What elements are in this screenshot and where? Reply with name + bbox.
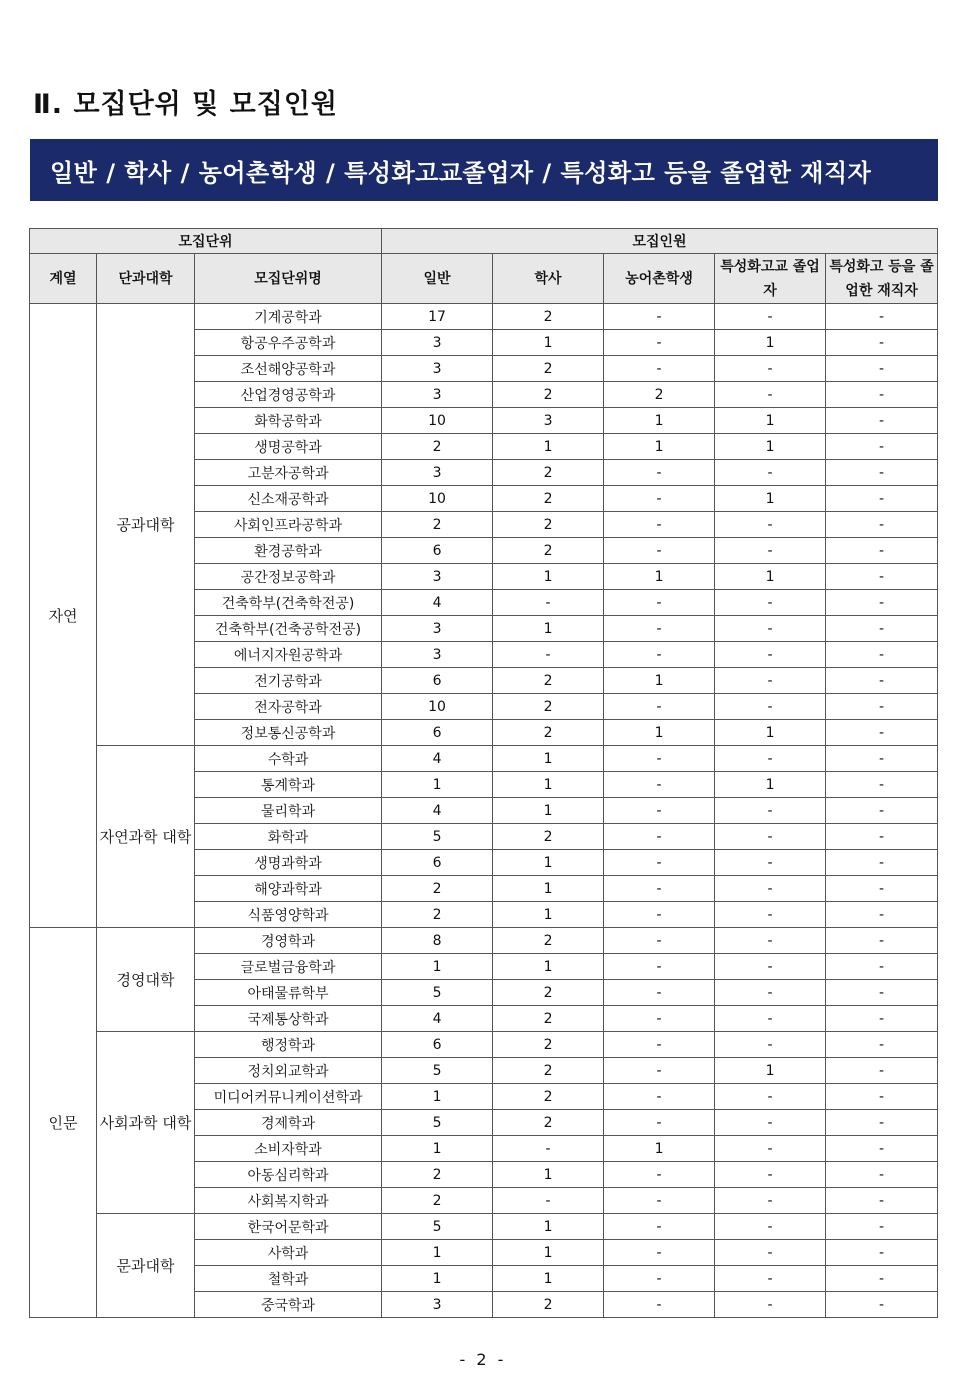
quota-cell: 1 [493,434,604,460]
quota-cell: - [604,1266,715,1292]
quota-cell: 1 [493,876,604,902]
quota-cell: - [604,954,715,980]
quota-cell: - [715,460,826,486]
quota-cell: - [604,746,715,772]
quota-cell: 1 [493,330,604,356]
quota-cell: 2 [493,694,604,720]
department-cell: 식품영양학과 [195,902,382,928]
column-header: 모집단위명 [195,254,382,304]
quota-cell: 10 [382,694,493,720]
quota-cell: - [715,1162,826,1188]
quota-cell: 1 [604,564,715,590]
quota-cell: 1 [604,1136,715,1162]
quota-cell: - [826,1292,938,1318]
quota-cell: - [493,590,604,616]
college-cell: 문과대학 [97,1214,195,1318]
field-cell: 자연 [30,304,97,928]
quota-cell: 3 [382,330,493,356]
quota-cell: - [715,382,826,408]
college-cell: 자연과학 대학 [97,746,195,928]
quota-cell: 1 [493,564,604,590]
quota-cell: - [826,304,938,330]
quota-cell: - [826,720,938,746]
department-cell: 생명공학과 [195,434,382,460]
quota-cell: 4 [382,798,493,824]
quota-cell: 2 [382,876,493,902]
table-body [30,304,938,1318]
quota-cell: 1 [382,1266,493,1292]
quota-cell: 3 [382,356,493,382]
quota-cell: 1 [493,1266,604,1292]
department-cell: 건축학부(건축공학전공) [195,616,382,642]
quota-cell: - [715,902,826,928]
department-cell: 화학공학과 [195,408,382,434]
quota-cell: - [826,408,938,434]
department-cell: 행정학과 [195,1032,382,1058]
quota-cell: - [493,1188,604,1214]
quota-cell: - [715,1188,826,1214]
quota-cell: - [826,850,938,876]
quota-cell: - [715,1240,826,1266]
section-title: Ⅱ. 모집단위 및 모집인원 [33,89,338,120]
quota-cell: - [826,772,938,798]
quota-cell: 1 [493,1240,604,1266]
quota-cell: 3 [382,642,493,668]
quota-cell: - [604,850,715,876]
quota-cell: - [826,954,938,980]
quota-cell: - [826,460,938,486]
department-cell: 정치외교학과 [195,1058,382,1084]
quota-cell: - [826,512,938,538]
quota-cell: 1 [382,954,493,980]
quota-cell: 1 [382,1084,493,1110]
department-cell: 아태물류학부 [195,980,382,1006]
department-cell: 미디어커뮤니케이션학과 [195,1084,382,1110]
quota-cell: - [604,1032,715,1058]
quota-cell: - [715,1084,826,1110]
quota-cell: - [826,824,938,850]
quota-cell: 1 [715,772,826,798]
quota-cell: 1 [493,902,604,928]
quota-cell: 1 [493,954,604,980]
department-cell: 공간정보공학과 [195,564,382,590]
quota-cell: 1 [493,850,604,876]
college-cell: 경영대학 [97,928,195,1032]
quota-cell: 2 [493,980,604,1006]
quota-cell: - [604,824,715,850]
quota-cell: - [604,616,715,642]
quota-cell: - [604,356,715,382]
quota-cell: 1 [604,434,715,460]
department-cell: 사회인프라공학과 [195,512,382,538]
quota-cell: 2 [493,824,604,850]
quota-cell: - [604,642,715,668]
quota-cell: 3 [382,564,493,590]
quota-cell: 2 [493,512,604,538]
quota-cell: 1 [493,798,604,824]
quota-cell: - [826,1136,938,1162]
header-recruitment-quota: 모집인원 [382,229,938,254]
quota-cell: - [826,798,938,824]
quota-cell: 2 [493,1084,604,1110]
table-row [30,746,938,772]
quota-cell: - [826,1032,938,1058]
quota-cell: - [826,876,938,902]
quota-cell: - [715,538,826,564]
quota-cell: - [604,538,715,564]
quota-cell: - [826,1110,938,1136]
quota-cell: 6 [382,1032,493,1058]
quota-cell: - [715,512,826,538]
quota-cell: 2 [493,1006,604,1032]
department-cell: 화학과 [195,824,382,850]
quota-cell: - [715,1292,826,1318]
quota-cell: 2 [493,1292,604,1318]
quota-cell: 1 [604,408,715,434]
quota-cell: - [826,928,938,954]
quota-cell: - [826,616,938,642]
department-cell: 경영학과 [195,928,382,954]
department-cell: 국제통상학과 [195,1006,382,1032]
quota-cell: - [604,512,715,538]
quota-cell: 3 [382,460,493,486]
department-cell: 사회복지학과 [195,1188,382,1214]
quota-cell: 2 [493,356,604,382]
department-cell: 사학과 [195,1240,382,1266]
quota-cell: - [715,1032,826,1058]
quota-cell: 4 [382,590,493,616]
quota-cell: - [715,356,826,382]
quota-cell: 5 [382,1214,493,1240]
quota-cell: 1 [382,772,493,798]
quota-cell: 4 [382,1006,493,1032]
quota-cell: - [493,1136,604,1162]
quota-cell: - [604,1162,715,1188]
header-recruitment-unit: 모집단위 [30,229,382,254]
quota-cell: - [604,798,715,824]
quota-cell: 2 [493,1032,604,1058]
quota-cell: - [715,798,826,824]
quota-cell: - [826,486,938,512]
quota-cell: 1 [715,408,826,434]
column-header: 일반 [382,254,493,304]
quota-cell: - [715,1136,826,1162]
quota-cell: - [604,304,715,330]
department-cell: 항공우주공학과 [195,330,382,356]
quota-cell: - [826,330,938,356]
quota-cell: 2 [493,668,604,694]
quota-cell: - [715,1006,826,1032]
quota-cell: 2 [493,486,604,512]
field-cell: 인문 [30,928,97,1318]
quota-cell: 2 [493,928,604,954]
quota-cell: 2 [382,1162,493,1188]
department-cell: 조선해양공학과 [195,356,382,382]
quota-cell: - [715,668,826,694]
department-cell: 전자공학과 [195,694,382,720]
quota-cell: - [604,460,715,486]
quota-cell: 2 [493,460,604,486]
quota-cell: - [715,824,826,850]
column-header: 특성화고 등을 졸업한 재직자 [826,254,938,304]
department-cell: 수학과 [195,746,382,772]
quota-cell: - [604,1214,715,1240]
table-row [30,928,938,954]
department-cell: 산업경영공학과 [195,382,382,408]
quota-cell: 1 [715,330,826,356]
quota-cell: 2 [493,720,604,746]
quota-cell: 10 [382,486,493,512]
quota-cell: - [715,304,826,330]
department-cell: 물리학과 [195,798,382,824]
quota-cell: 3 [493,408,604,434]
quota-cell: 1 [715,434,826,460]
quota-cell: 2 [493,382,604,408]
table-row [30,1214,938,1240]
quota-cell: - [826,1240,938,1266]
quota-cell: - [826,1006,938,1032]
quota-cell: - [715,1214,826,1240]
quota-cell: 6 [382,720,493,746]
department-cell: 중국학과 [195,1292,382,1318]
quota-cell: 1 [715,720,826,746]
quota-cell: - [715,1266,826,1292]
quota-cell: - [715,1110,826,1136]
quota-cell: - [604,1188,715,1214]
department-cell: 신소재공학과 [195,486,382,512]
department-cell: 철학과 [195,1266,382,1292]
quota-cell: - [715,590,826,616]
quota-cell: - [826,564,938,590]
quota-cell: - [826,980,938,1006]
quota-cell: - [715,954,826,980]
quota-cell: 6 [382,850,493,876]
title-banner: 일반 / 학사 / 농어촌학생 / 특성화고교졸업자 / 특성화고 등을 졸업한 재직자 [30,139,938,201]
quota-cell: - [826,382,938,408]
quota-cell: 2 [493,1110,604,1136]
quota-cell: - [826,1188,938,1214]
quota-cell: - [604,1006,715,1032]
college-cell: 사회과학 대학 [97,1032,195,1214]
quota-cell: - [826,590,938,616]
department-cell: 생명과학과 [195,850,382,876]
department-cell: 통계학과 [195,772,382,798]
column-header: 단과대학 [97,254,195,304]
quota-cell: - [604,928,715,954]
quota-cell: - [604,1292,715,1318]
department-cell: 경제학과 [195,1110,382,1136]
department-cell: 건축학부(건축학전공) [195,590,382,616]
column-header: 학사 [493,254,604,304]
quota-cell: - [604,980,715,1006]
quota-cell: 1 [715,486,826,512]
department-cell: 전기공학과 [195,668,382,694]
quota-cell: - [826,694,938,720]
department-cell: 환경공학과 [195,538,382,564]
college-cell: 공과대학 [97,304,195,746]
quota-cell: 1 [493,616,604,642]
quota-cell: - [715,850,826,876]
admissions-table [29,228,938,1318]
quota-cell: 1 [604,720,715,746]
quota-cell: - [604,1110,715,1136]
quota-cell: - [826,538,938,564]
quota-cell: 10 [382,408,493,434]
quota-cell: 1 [715,564,826,590]
quota-cell: 1 [382,1136,493,1162]
table-row [30,1032,938,1058]
quota-cell: 5 [382,980,493,1006]
column-header: 농어촌학생 [604,254,715,304]
quota-cell: - [715,928,826,954]
quota-cell: 6 [382,538,493,564]
quota-cell: - [826,746,938,772]
quota-cell: 6 [382,668,493,694]
quota-cell: 1 [493,1162,604,1188]
quota-cell: - [715,876,826,902]
quota-cell: 3 [382,382,493,408]
quota-cell: 2 [382,512,493,538]
quota-cell: - [604,1058,715,1084]
quota-cell: 3 [382,616,493,642]
quota-cell: 8 [382,928,493,954]
department-cell: 기계공학과 [195,304,382,330]
quota-cell: - [715,694,826,720]
quota-cell: - [604,876,715,902]
table-row [30,304,938,330]
quota-cell: 17 [382,304,493,330]
quota-cell: 2 [382,434,493,460]
column-header: 계열 [30,254,97,304]
quota-cell: - [826,1058,938,1084]
quota-cell: 4 [382,746,493,772]
department-cell: 아동심리학과 [195,1162,382,1188]
quota-cell: - [826,642,938,668]
quota-cell: 1 [493,746,604,772]
column-header: 특성화고교 졸업자 [715,254,826,304]
quota-cell: - [826,1162,938,1188]
department-cell: 소비자학과 [195,1136,382,1162]
quota-cell: - [493,642,604,668]
department-cell: 고분자공학과 [195,460,382,486]
quota-cell: 1 [382,1240,493,1266]
quota-cell: 3 [382,1292,493,1318]
quota-cell: 5 [382,1110,493,1136]
quota-cell: - [826,1084,938,1110]
quota-cell: - [715,616,826,642]
quota-cell: - [826,902,938,928]
quota-cell: 1 [604,668,715,694]
quota-cell: - [826,434,938,460]
quota-cell: - [604,694,715,720]
quota-cell: 2 [493,1058,604,1084]
quota-cell: - [604,590,715,616]
quota-cell: - [826,1266,938,1292]
quota-cell: 2 [493,538,604,564]
quota-cell: 5 [382,824,493,850]
quota-cell: 5 [382,1058,493,1084]
quota-cell: - [604,772,715,798]
quota-cell: - [604,1240,715,1266]
quota-cell: - [604,1084,715,1110]
quota-cell: - [826,356,938,382]
quota-cell: 2 [382,1188,493,1214]
department-cell: 에너지자원공학과 [195,642,382,668]
quota-cell: - [604,486,715,512]
quota-cell: - [715,746,826,772]
quota-cell: - [604,902,715,928]
quota-cell: 1 [493,1214,604,1240]
department-cell: 정보통신공학과 [195,720,382,746]
quota-cell: 2 [604,382,715,408]
quota-cell: 1 [493,772,604,798]
department-cell: 글로벌금융학과 [195,954,382,980]
quota-cell: - [715,642,826,668]
quota-cell: 2 [493,304,604,330]
department-cell: 해양과학과 [195,876,382,902]
department-cell: 한국어문학과 [195,1214,382,1240]
quota-cell: - [715,980,826,1006]
page-number: - 2 - [459,1350,507,1369]
quota-cell: - [826,1214,938,1240]
quota-cell: 2 [382,902,493,928]
quota-cell: 1 [715,1058,826,1084]
quota-cell: - [604,330,715,356]
quota-cell: - [826,668,938,694]
